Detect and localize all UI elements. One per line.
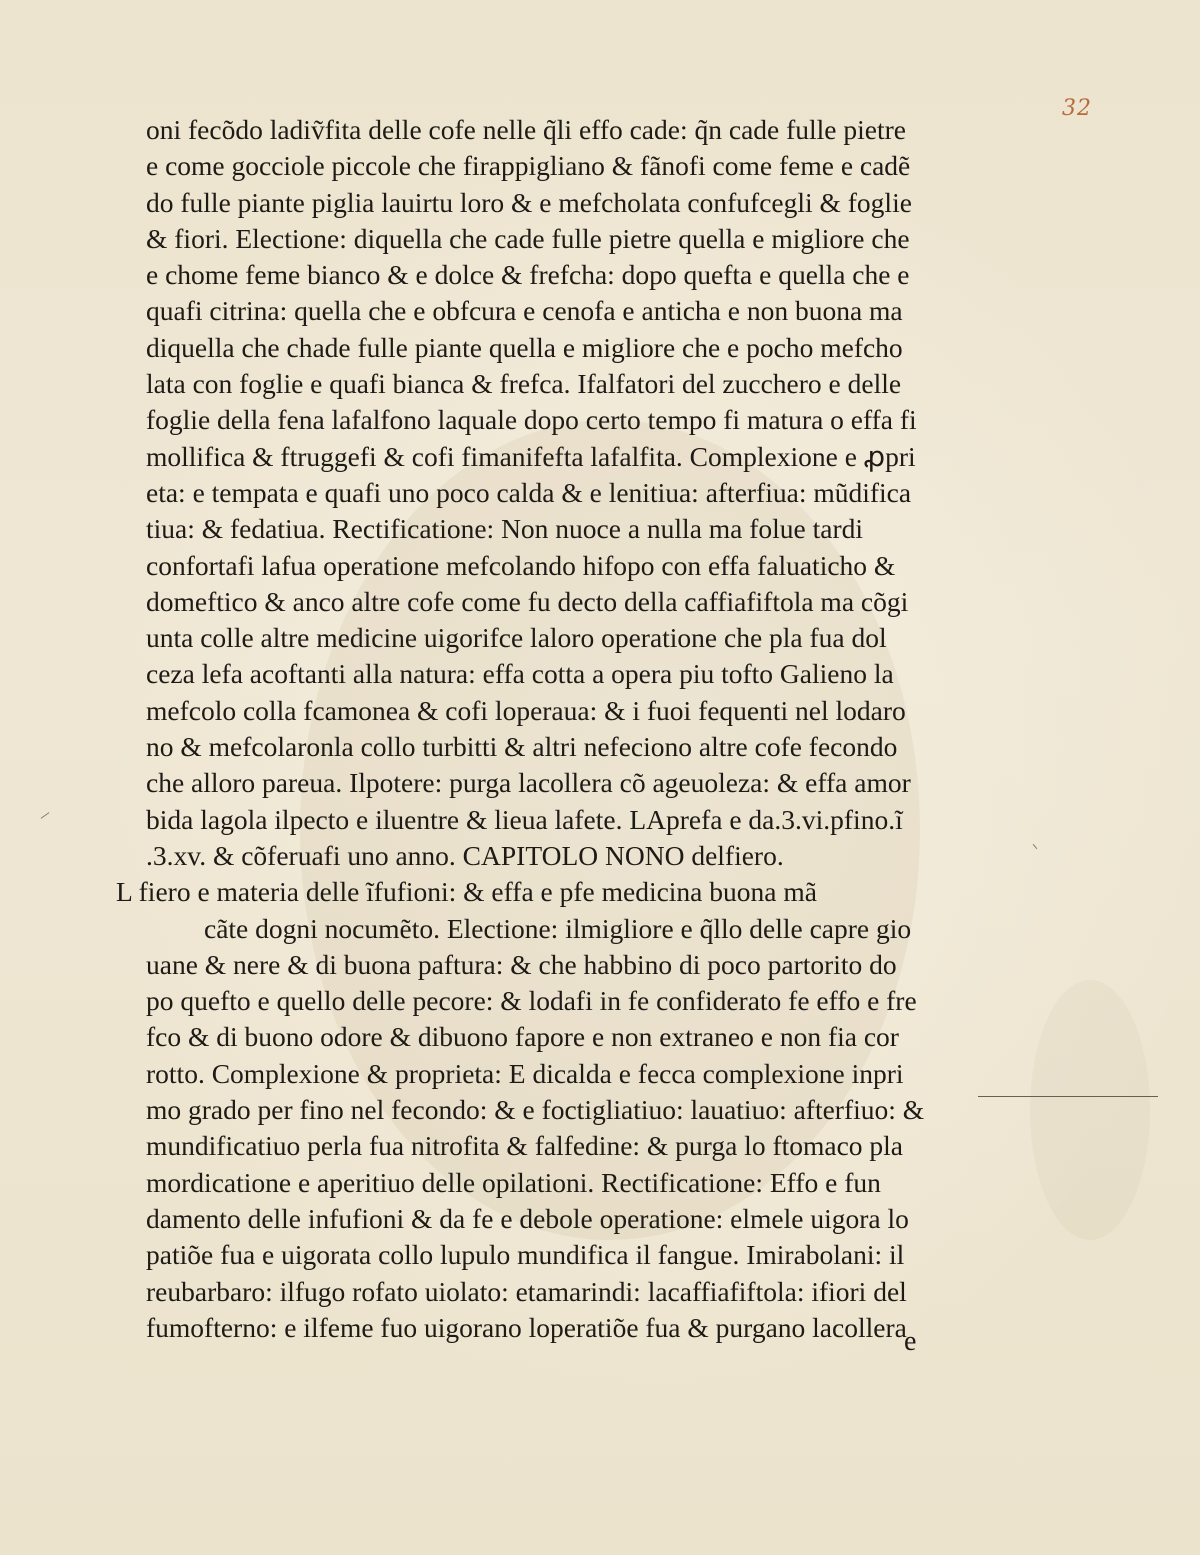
text-line: mefcolo colla fcamonea & cofi loperaua: & i fuoi fequenti nel lodaro [146,694,906,726]
margin-mark [41,812,50,819]
text-line: e chome feme bianco & e dolce & frefcha: dopo quefta e quella che e [146,259,910,291]
text-line: lata con foglie e quafi bianca & frefca. Ifalfatori del zucchero e delle [146,368,902,400]
text-line: bida lagola ilpecto e iluentre & lieua lafete. LAprefa e da.3.vi.pfino.ĩ [146,803,903,835]
text-line: rotto. Complexione & proprieta: E dicalda e fecca complexione inpri [146,1057,904,1089]
text-line: do fulle piante piglia lauirtu loro & e mefcholata confufcegli & foglie [146,186,912,218]
paper-stain [1030,980,1150,1240]
margin-rule [978,1096,1158,1097]
catchword: e [904,1326,917,1357]
text-line: fumofterno: e ilfeme fuo uigorano loperatiõe fua & purgano lacollera [146,1311,907,1343]
text-line: oni fecõdo ladiṽfita delle cofe nelle q̃li effo cade: q̃n cade fulle pietre [146,114,906,145]
text-block [116,112,976,1346]
text-line: confortafi lafua operatione mefcolando hifopo con effa faluaticho & [146,549,896,581]
text-line: mo grado per fino nel fecondo: & e foctigliatiuo: lauatiuo: afterfiuo: & [146,1094,925,1126]
text-line: po quefto e quello delle pecore: & lodafi in fe confiderato fe effo e fre [146,985,917,1017]
folio-number: 32 [1062,96,1092,121]
chapter-heading-line: .3.xv. & cõferuafi uno anno. CAPITOLO NONO delfiero. [146,839,784,871]
text-line: foglie della fena lafalfono laquale dopo certo tempo fi matura o effa fi [146,404,917,436]
text-line: ceza lefa acoftanti alla natura: effa cotta a opera piu tofto Galieno la [146,658,894,690]
text-line: domeftico & anco altre cofe come fu decto della caffiafiftola ma cõgi [146,585,909,617]
text-line: & fiori. Electione: diquella che cade fulle pietre quella e migliore che [146,222,910,254]
text-line: L fiero e materia delle ĩfufioni: & effa e pfe medicina buona mã [116,876,817,908]
text-line: uane & nere & di buona paftura: & che habbino di poco partorito do [146,948,897,980]
text-line: patiõe fua e uigorata collo lupulo mundifica il fangue. Imirabolani: il [146,1239,905,1271]
text-line: che alloro pareua. Ilpotere: purga lacollera cõ ageuoleza: & effa amor [146,767,911,799]
text-line: mundificatiuo perla fua nitrofita & falfedine: & purga lo ftomaco pla [146,1130,904,1162]
text-line: unta colle altre medicine uigorifce laloro operatione che pla fua dol [146,622,887,654]
text-line: damento delle infufioni & da fe e debole operatione: elmele uigora lo [146,1202,909,1234]
text-line: tiua: & fedatiua. Rectificatione: Non nuoce a nulla ma folue tardi [146,513,864,545]
text-line: no & mefcolaronla collo turbitti & altri nefeciono altre cofe fecondo [146,731,898,763]
text-line: mordicatione e aperitiuo delle opilationi. Rectificatione: Effo e fun [146,1166,881,1198]
text-line: mollifica & ftruggefi & cofi fimanifefta lafalfita. Complexione e ꝓpri [146,440,916,472]
text-line: fco & di buono odore & dibuono fapore e non extraneo e non fia cor [146,1021,899,1053]
text-line: cãte dogni nocumẽto. Electione: ilmigliore e q̃llo delle capre gio [204,912,912,944]
text-line: quafi citrina: quella che e obfcura e cenofa e anticha e non buona ma [146,295,903,327]
text-line: reubarbaro: ilfugo rofato uiolato: etamarindi: lacaffiafiftola: ifiori del [146,1275,907,1307]
text-line: e come gocciole piccole che firappigliano & fãnofi come feme e cadẽ [146,150,911,182]
text-line: eta: e tempata e quafi uno poco calda & e lenitiua: afterfiua: mũdifica [146,476,912,508]
text-line: diquella che chade fulle piante quella e migliore che e pocho mefcho [146,331,903,363]
margin-mark [1033,844,1038,849]
